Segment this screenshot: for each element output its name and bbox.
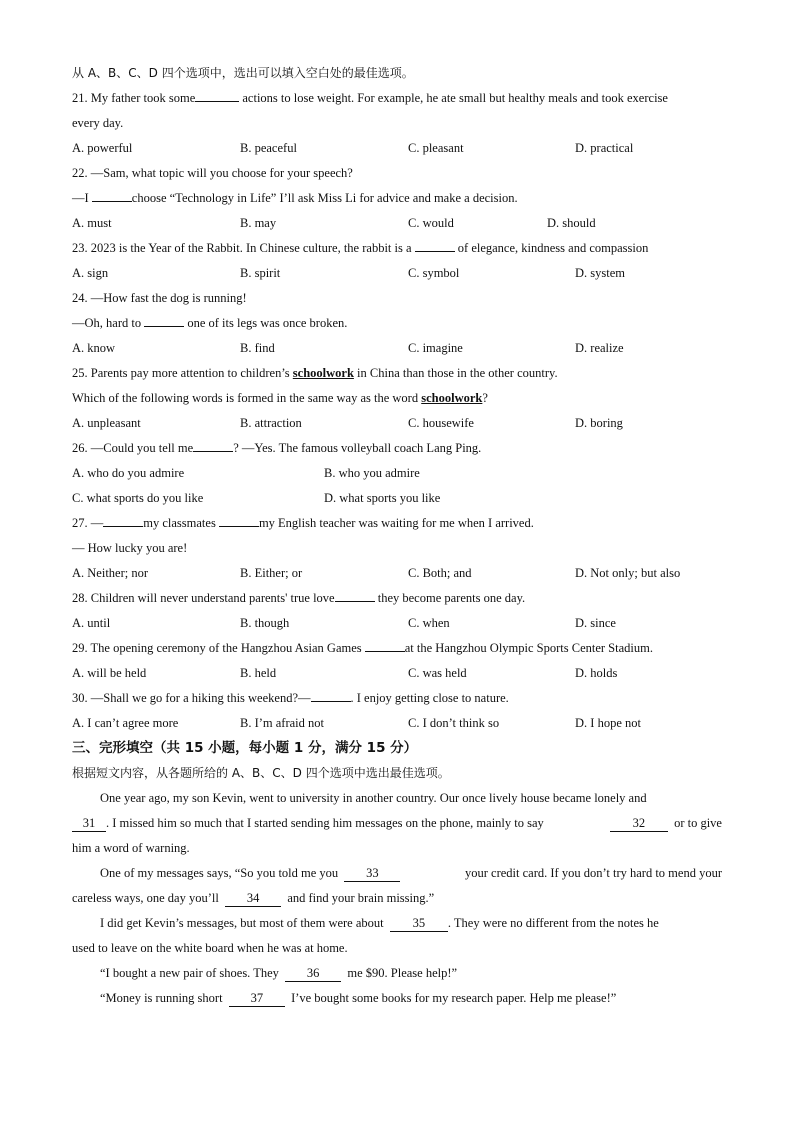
q29-stem: 29. The opening ceremony of the Hangzhou Asian Games at the Hangzhou Olympic Sports Center Stadium. — [72, 636, 722, 661]
blank-32[interactable]: 32 — [610, 815, 668, 832]
q27-reply: — How lucky you are! — [72, 541, 188, 555]
q25-options — [72, 411, 722, 436]
q21-options — [72, 136, 722, 161]
q24-reply: —Oh, hard to one of its legs was once broken. — [72, 311, 722, 336]
q21-option-c[interactable]: C. pleasant — [408, 141, 464, 155]
q28-option-b[interactable]: B. though — [240, 616, 290, 630]
q24-blank[interactable] — [144, 312, 184, 327]
q27-options — [72, 561, 722, 586]
q23-option-b[interactable]: B. spirit — [240, 266, 281, 280]
q26-option-a[interactable]: A. who do you admire — [72, 466, 185, 480]
q29-options — [72, 661, 722, 686]
q27-stem: 27. — my classmates my English teacher was waiting for me when I arrived. — [72, 511, 722, 536]
q21-option-d[interactable]: D. practical — [575, 141, 634, 155]
q30-option-c[interactable]: C. I don’t think so — [408, 716, 500, 730]
q22-blank[interactable] — [92, 187, 132, 202]
q29-option-c[interactable]: C. was held — [408, 666, 467, 680]
q28-option-c[interactable]: C. when — [408, 616, 450, 630]
q30-stem: 30. —Shall we go for a hiking this weekend?— . I enjoy getting close to nature. — [72, 686, 722, 711]
q24-stem: 24. —How fast the dog is running! — [72, 291, 247, 305]
q28-blank[interactable] — [335, 587, 375, 602]
blank-34[interactable]: 34 — [225, 890, 281, 907]
q23-option-d[interactable]: D. system — [575, 266, 625, 280]
q22-option-b[interactable]: B. may — [240, 216, 277, 230]
mc-instructions: 从 A、B、C、D 四个选项中，选出可以填入空白处的最佳选项。 — [72, 66, 414, 80]
q29-blank[interactable] — [365, 637, 405, 652]
q28-stem: 28. Children will never understand parents' true love they become parents one day. — [72, 586, 722, 611]
q22-option-a[interactable]: A. must — [72, 216, 112, 230]
q22-option-c[interactable]: C. would — [408, 216, 454, 230]
passage-line-4: One of my messages says, “So you told me you 33 your credit card. If you don’t try hard to mend your — [100, 866, 722, 880]
blank-33[interactable]: 33 — [344, 865, 400, 882]
q21-blank[interactable] — [195, 87, 239, 102]
q24-option-b[interactable]: B. find — [240, 341, 275, 355]
q24-option-a[interactable]: A. know — [72, 341, 116, 355]
q27-option-c[interactable]: C. Both; and — [408, 566, 472, 580]
q25-keyword: schoolwork — [292, 366, 354, 380]
q22-stem: 22. —Sam, what topic will you choose for your speech? — [72, 166, 353, 180]
q26-option-d[interactable]: D. what sports you like — [324, 491, 441, 505]
q25-stem: 25. Parents pay more attention to children’s schoolwork in China than those in the other country. — [72, 366, 558, 380]
exam-page — [72, 61, 722, 1011]
q21-stem: 21. My father took some actions to lose weight. For example, he ate small but healthy meals and took exercise — [72, 86, 722, 111]
blank-31[interactable]: 31 — [72, 815, 106, 832]
section3-instructions: 根据短文内容，从各题所给的 A、B、C、D 四个选项中选出最佳选项。 — [72, 766, 450, 780]
q28-option-d[interactable]: D. since — [575, 616, 616, 630]
q22-reply: —I choose “Technology in Life” I’ll ask Miss Li for advice and make a decision. — [72, 186, 722, 211]
q24-options — [72, 336, 722, 361]
q28-option-a[interactable]: A. until — [72, 616, 111, 630]
q21-stem-cont: every day. — [72, 116, 124, 130]
q30-blank[interactable] — [311, 687, 351, 702]
q23-options — [72, 261, 722, 286]
q30-options — [72, 711, 722, 736]
q25-option-d[interactable]: D. boring — [575, 416, 623, 430]
q30-option-a[interactable]: A. I can’t agree more — [72, 716, 179, 730]
section3-title: 三、完形填空（共 15 小题，每小题 1 分，满分 15 分） — [72, 740, 418, 756]
q26-option-c[interactable]: C. what sports do you like — [72, 491, 204, 505]
q27-option-d[interactable]: D. Not only; but also — [575, 566, 681, 580]
q25-option-b[interactable]: B. attraction — [240, 416, 302, 430]
q22-options — [72, 211, 722, 236]
q23-stem: 23. 2023 is the Year of the Rabbit. In Chinese culture, the rabbit is a of elegance, kindness and compassion — [72, 236, 722, 261]
q23-option-a[interactable]: A. sign — [72, 266, 109, 280]
passage-line-3: him a word of warning. — [72, 841, 190, 855]
passage-line-7: used to leave on the white board when he was at home. — [72, 941, 348, 955]
q26-stem: 26. —Could you tell me ? —Yes. The famous volleyball coach Lang Ping. — [72, 436, 722, 461]
q26-option-b[interactable]: B. who you admire — [324, 466, 420, 480]
q30-option-b[interactable]: B. I’m afraid not — [240, 716, 325, 730]
passage-line-8: “I bought a new pair of shoes. They 36 me $90. Please help!” — [100, 966, 458, 980]
q29-option-d[interactable]: D. holds — [575, 666, 618, 680]
q29-option-a[interactable]: A. will be held — [72, 666, 147, 680]
passage-line-5: careless ways, one day you’ll 34 and find your brain missing.” — [72, 891, 435, 905]
q25-option-c[interactable]: C. housewife — [408, 416, 474, 430]
q21-option-a[interactable]: A. powerful — [72, 141, 133, 155]
q25-option-a[interactable]: A. unpleasant — [72, 416, 141, 430]
q30-option-d[interactable]: D. I hope not — [575, 716, 641, 730]
q24-option-d[interactable]: D. realize — [575, 341, 624, 355]
blank-37[interactable]: 37 — [229, 990, 285, 1007]
q23-option-c[interactable]: C. symbol — [408, 266, 460, 280]
q26-options-ab — [72, 461, 722, 486]
q26-blank[interactable] — [193, 437, 233, 452]
q25-question: Which of the following words is formed in the same way as the word schoolwork? — [72, 391, 488, 405]
q27-blank-1[interactable] — [103, 512, 143, 527]
q24-option-c[interactable]: C. imagine — [408, 341, 463, 355]
q27-blank-2[interactable] — [219, 512, 259, 527]
q28-options — [72, 611, 722, 636]
blank-35[interactable]: 35 — [390, 915, 448, 932]
q23-blank[interactable] — [415, 237, 455, 252]
blank-36[interactable]: 36 — [285, 965, 341, 982]
q22-option-d[interactable]: D. should — [547, 216, 596, 230]
q29-option-b[interactable]: B. held — [240, 666, 277, 680]
passage-line-9: “Money is running short 37 I’ve bought some books for my research paper. Help me please!” — [100, 991, 617, 1005]
q27-option-b[interactable]: B. Either; or — [240, 566, 303, 580]
q26-options-cd — [72, 486, 722, 511]
passage-line-1: One year ago, my son Kevin, went to university in another country. Our once lively house became lonely and — [100, 791, 647, 805]
q25-keyword-2: schoolwork — [421, 391, 483, 405]
passage-line-6: I did get Kevin’s messages, but most of them were about 35 . They were no different from the notes he — [100, 916, 659, 930]
q21-option-b[interactable]: B. peaceful — [240, 141, 297, 155]
passage-line-2: 31 . I missed him so much that I started sending him messages on the phone, mainly to say 32 or to give — [72, 811, 722, 836]
q27-option-a[interactable]: A. Neither; nor — [72, 566, 149, 580]
